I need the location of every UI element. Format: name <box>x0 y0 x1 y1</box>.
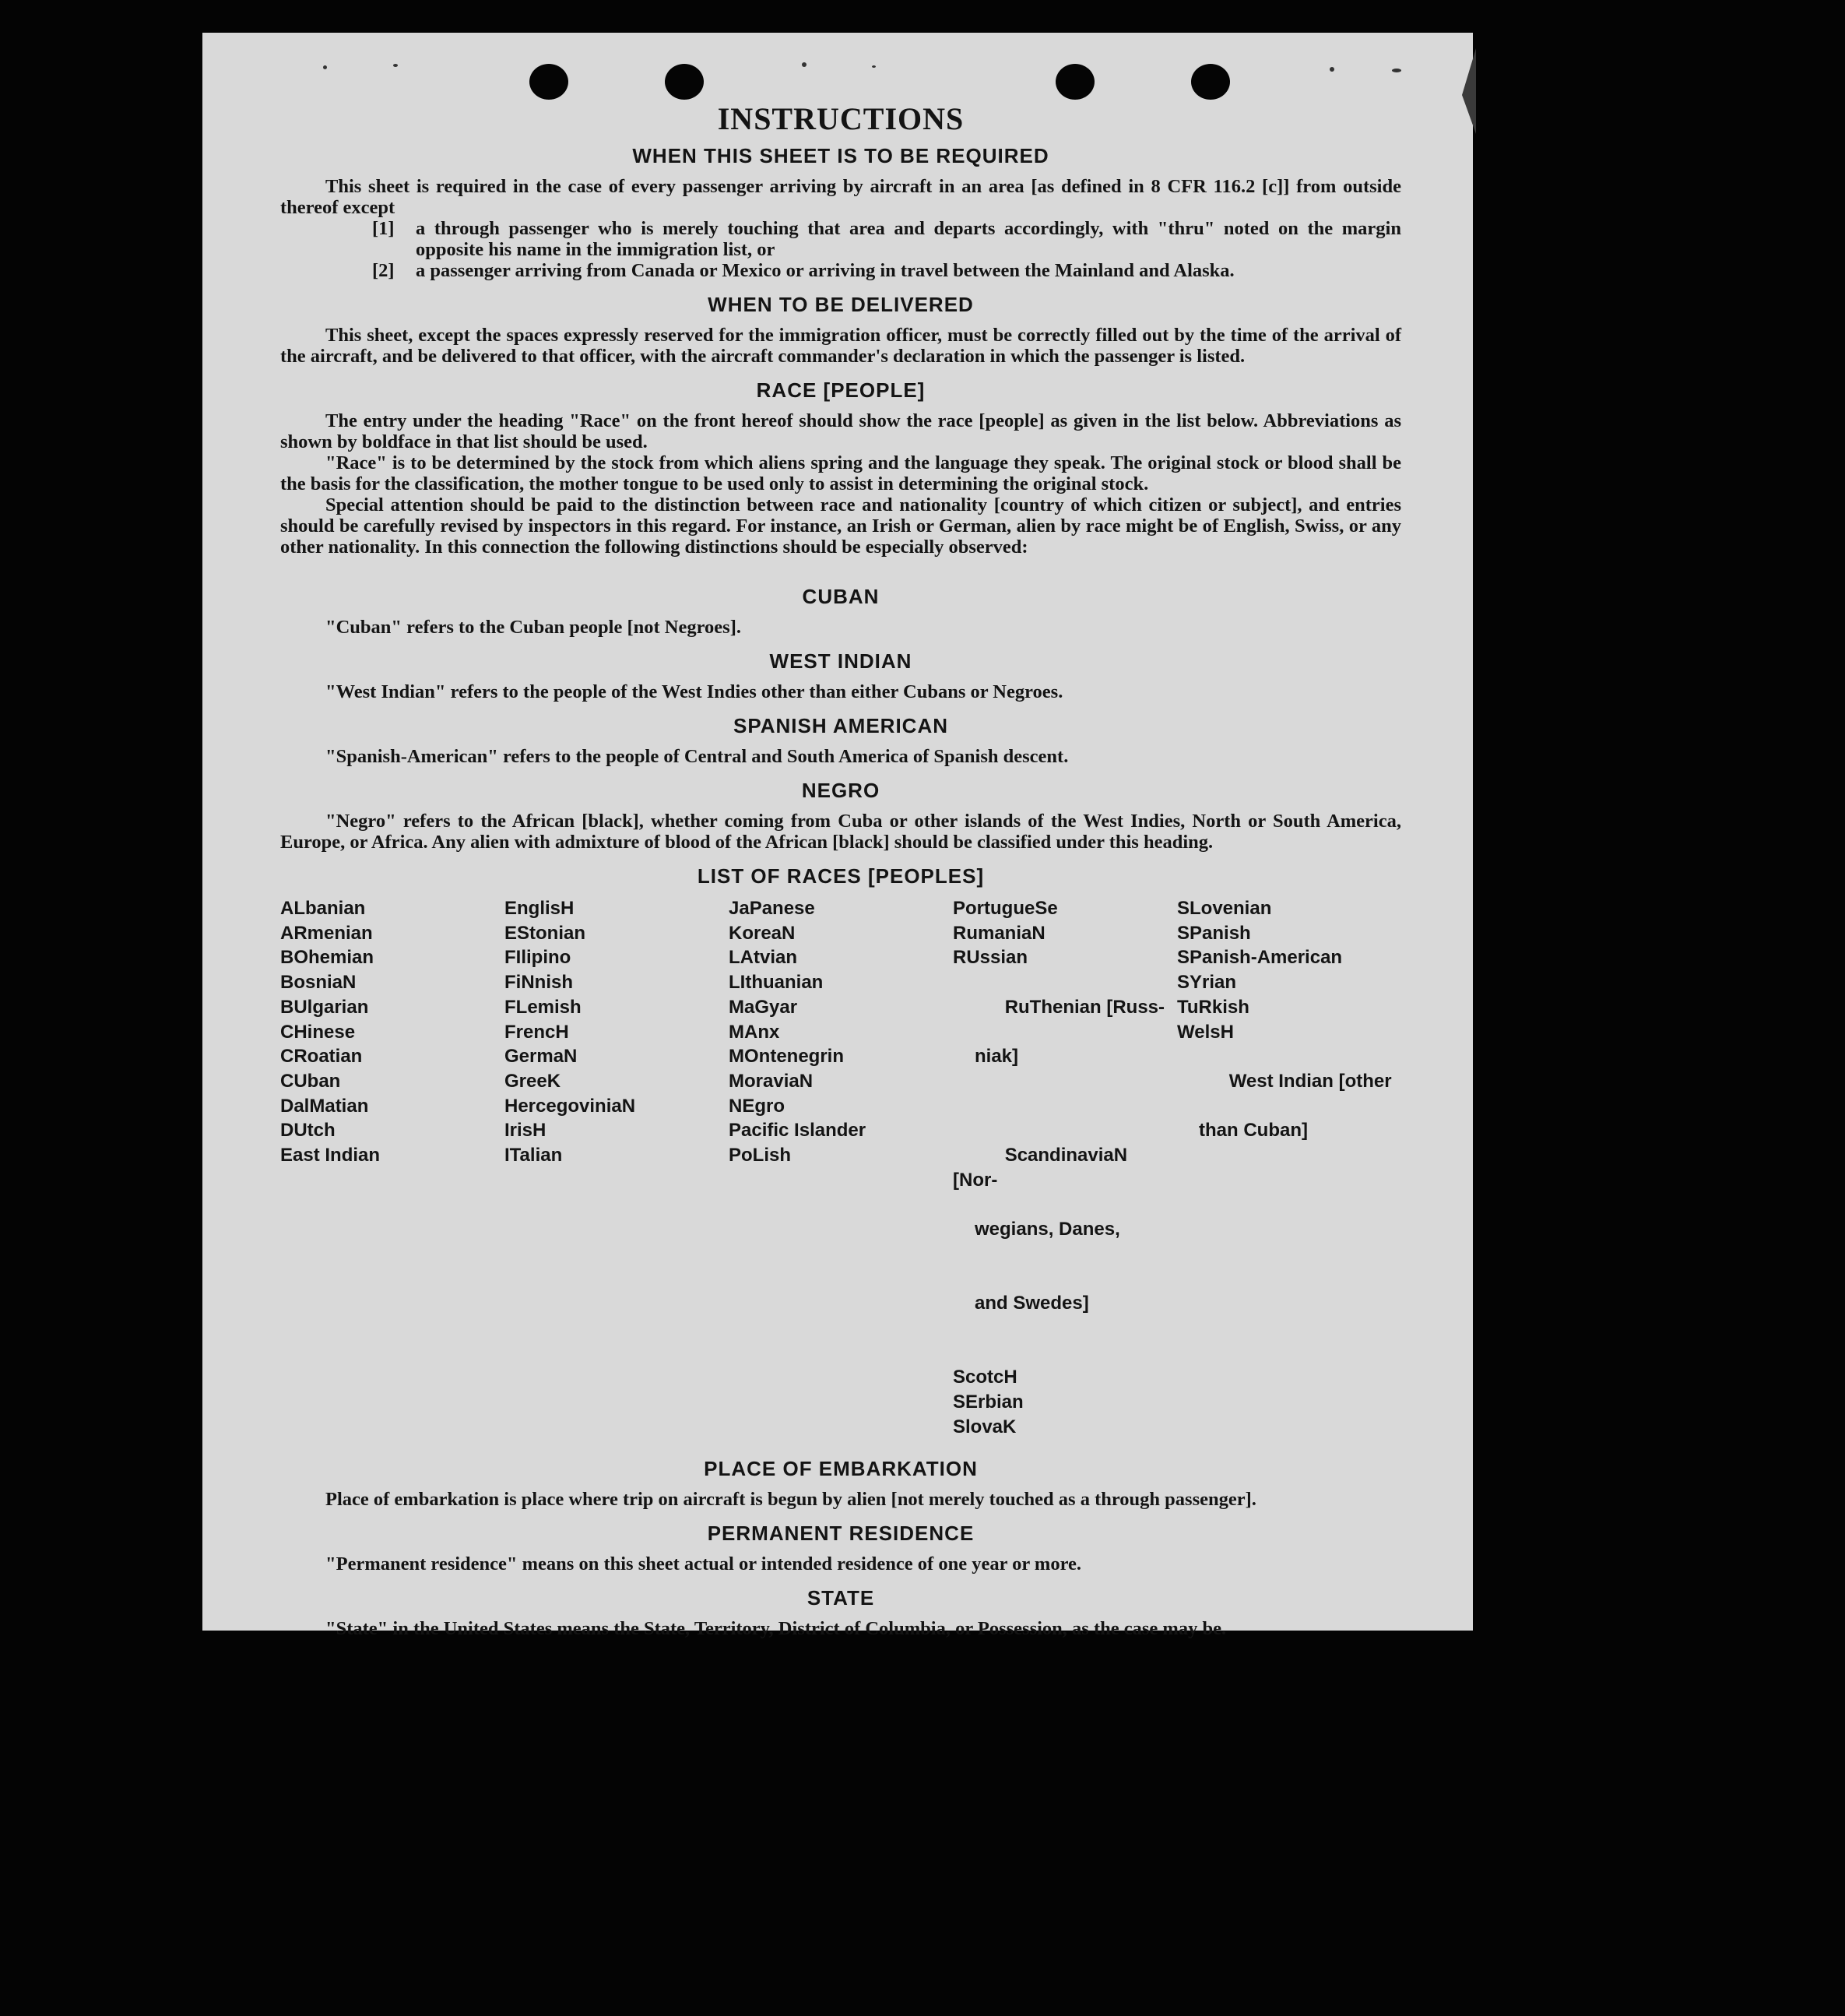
race-entry: EStonian <box>504 922 586 944</box>
race-entry <box>953 1118 1177 1365</box>
exception-text: a passenger arriving from Canada or Mexico or arriving in travel between the Mainland and Alaska. <box>416 260 1235 281</box>
when-required-intro: This sheet is required in the case of every passenger arriving by aircraft in an area [as defined in 8 CFR 116.2 [c]] from outside thereof except <box>280 176 1401 218</box>
races-list <box>280 896 1401 1439</box>
race-entry: LIthuanian <box>729 972 824 994</box>
embarkation-text: Place of embarkation is place where trip on aircraft is begun by alien [not merely touched as a through passenger]. <box>325 1489 1256 1511</box>
speck <box>1392 69 1401 72</box>
negro-text: "Negro" refers to the African [black], whether coming from Cuba or other islands of the West Indies, North or South America, Europe, or Africa. Any alien with admixture of blood of the African [black] should be classified under this heading. <box>280 811 1401 853</box>
instructions-content <box>280 101 1401 1639</box>
punch-hole <box>665 64 704 100</box>
exception-list <box>372 218 1401 281</box>
race-entry: CRoatian <box>280 1046 363 1068</box>
speck <box>1330 67 1334 72</box>
race-entry: MAnx <box>729 1021 780 1043</box>
page-title: INSTRUCTIONS <box>717 101 965 136</box>
race-entry: EnglisH <box>504 898 575 919</box>
race-entry: MoraviaN <box>729 1070 814 1092</box>
race-entry: WelsH <box>1177 1021 1234 1043</box>
race-entry-line: ScandinaviaN [Nor- <box>953 1145 1133 1191</box>
race-entry: BUlgarian <box>280 996 369 1018</box>
races-column <box>280 896 504 1439</box>
race-entry: MOntenegrin <box>729 1046 844 1068</box>
punch-hole <box>1191 64 1230 100</box>
exception-item <box>372 260 1401 281</box>
race-entry: FLemish <box>504 996 582 1018</box>
race-entry: BOhemian <box>280 947 374 969</box>
race-entry: DalMatian <box>280 1095 369 1117</box>
heading-permanent-residence: PERMANENT RESIDENCE <box>707 1522 975 1546</box>
exception-number: [1] <box>372 218 395 239</box>
race-entry: SlovaK <box>953 1416 1017 1437</box>
heading-cuban: CUBAN <box>802 585 880 608</box>
race-entry: RUssian <box>953 947 1028 969</box>
race-entry: GreeK <box>504 1070 561 1092</box>
race-entry: FiNnish <box>504 972 573 994</box>
heading-spanish-american: SPANISH AMERICAN <box>733 714 948 737</box>
races-column <box>953 896 1177 1439</box>
folded-corner <box>1462 48 1476 134</box>
speck <box>323 65 327 69</box>
race-entry: FrencH <box>504 1021 569 1043</box>
races-column <box>1177 896 1401 1439</box>
race-entry-continuation: niak] <box>975 1046 1019 1068</box>
race-entry: SPanish-American <box>1177 947 1343 969</box>
exception-number: [2] <box>372 260 395 281</box>
heading-state: STATE <box>807 1586 875 1610</box>
race-entry: ITalian <box>504 1145 563 1166</box>
race-entry: SPanish <box>1177 922 1251 944</box>
race-entry: RumaniaN <box>953 922 1046 944</box>
race-entry: SErbian <box>953 1391 1024 1413</box>
heading-embarkation: PLACE OF EMBARKATION <box>704 1457 978 1481</box>
race-entry: CUban <box>280 1070 341 1092</box>
race-entry: MaGyar <box>729 996 798 1018</box>
race-entry: SLovenian <box>1177 898 1272 919</box>
race-entry-continuation: and Swedes] <box>975 1293 1089 1314</box>
race-entry-line: West Indian [other <box>1228 1070 1392 1092</box>
race-entry-continuation: wegians, Danes, <box>975 1219 1120 1240</box>
race-entry: KoreaN <box>729 922 796 944</box>
race-entry: ALbanian <box>280 898 366 919</box>
heading-race: RACE [PEOPLE] <box>756 378 926 402</box>
document-sheet <box>202 33 1473 1640</box>
punch-hole <box>1056 64 1095 100</box>
race-entry-continuation: than Cuban] <box>1199 1120 1308 1142</box>
exception-item <box>372 218 1401 260</box>
race-entry: ScotcH <box>953 1367 1017 1388</box>
race-entry: NEgro <box>729 1095 785 1117</box>
heading-west-indian: WEST INDIAN <box>769 649 912 673</box>
race-entry: LAtvian <box>729 947 798 969</box>
race-entry <box>953 970 1177 1118</box>
race-entry: ARmenian <box>280 922 373 944</box>
heading-when-delivered: WHEN TO BE DELIVERED <box>708 293 974 316</box>
race-entry: SYrian <box>1177 972 1237 994</box>
race-paragraph: "Race" is to be determined by the stock from which aliens spring and the language they speak. The original stock or blood shall be the basis for the classification, the mother tongue to be used only to assist in determining the original stock. <box>280 452 1401 494</box>
race-entry: JaPanese <box>729 898 815 919</box>
race-entry: TuRkish <box>1177 996 1249 1018</box>
race-paragraph: Special attention should be paid to the distinction between race and nationality [country of which citizen or subject], and entries should be carefully revised by inspectors in this regard. For instance, an Irish or German, alien by race might be of English, Swiss, or any other nationality. In this connection the following distinctions should be especially observed: <box>280 494 1401 558</box>
race-entry: PortugueSe <box>953 898 1058 919</box>
heading-when-required: WHEN THIS SHEET IS TO BE REQUIRED <box>632 144 1049 167</box>
heading-list-of-races: LIST OF RACES [PEOPLES] <box>697 864 985 888</box>
when-delivered-text: This sheet, except the spaces expressly reserved for the immigration officer, must be correctly filled out by the time of the arrival of the aircraft, and be delivered to that officer, with the aircraft commander's declaration in which the passenger is listed. <box>280 325 1401 367</box>
west-indian-text: "West Indian" refers to the people of the West Indies other than either Cubans or Negroes. <box>325 681 1063 702</box>
race-entry: BosniaN <box>280 972 357 994</box>
race-entry: East Indian <box>280 1145 381 1166</box>
speck <box>802 62 807 67</box>
heading-negro: NEGRO <box>801 779 880 802</box>
permanent-residence-text: "Permanent residence" means on this sheet actual or intended residence of one year or more. <box>325 1553 1082 1575</box>
races-column <box>504 896 729 1439</box>
race-entry: PoLish <box>729 1145 792 1166</box>
race-entry-line: RuThenian [Russ- <box>1004 996 1165 1018</box>
speck <box>393 64 398 67</box>
spanish-american-text: "Spanish-American" refers to the people of Central and South America of Spanish descent. <box>325 746 1069 767</box>
state-text: "State" in the United States means the State, Territory, District of Columbia, or Possession, as the case may be. <box>325 1618 1227 1640</box>
race-entry: IrisH <box>504 1120 546 1142</box>
race-entry: GermaN <box>504 1046 578 1068</box>
race-entry: HercegoviniaN <box>504 1095 636 1117</box>
race-entry: Pacific Islander <box>729 1120 866 1142</box>
punch-hole <box>529 64 568 100</box>
cuban-text: "Cuban" refers to the Cuban people [not Negroes]. <box>325 617 741 638</box>
speck <box>872 65 876 68</box>
exception-text: a through passenger who is merely touching that area and departs accordingly, with "thru" noted on the margin opposite his name in the immigration list, or <box>416 218 1401 260</box>
race-paragraph: The entry under the heading "Race" on the front hereof should show the race [people] as given in the list below. Abbreviations as shown by boldface in that list should be used. <box>280 410 1401 452</box>
races-column <box>729 896 953 1439</box>
race-entry <box>1177 1044 1401 1192</box>
race-entry: DUtch <box>280 1120 336 1142</box>
race-entry: CHinese <box>280 1021 356 1043</box>
race-entry: FIlipino <box>504 947 571 969</box>
